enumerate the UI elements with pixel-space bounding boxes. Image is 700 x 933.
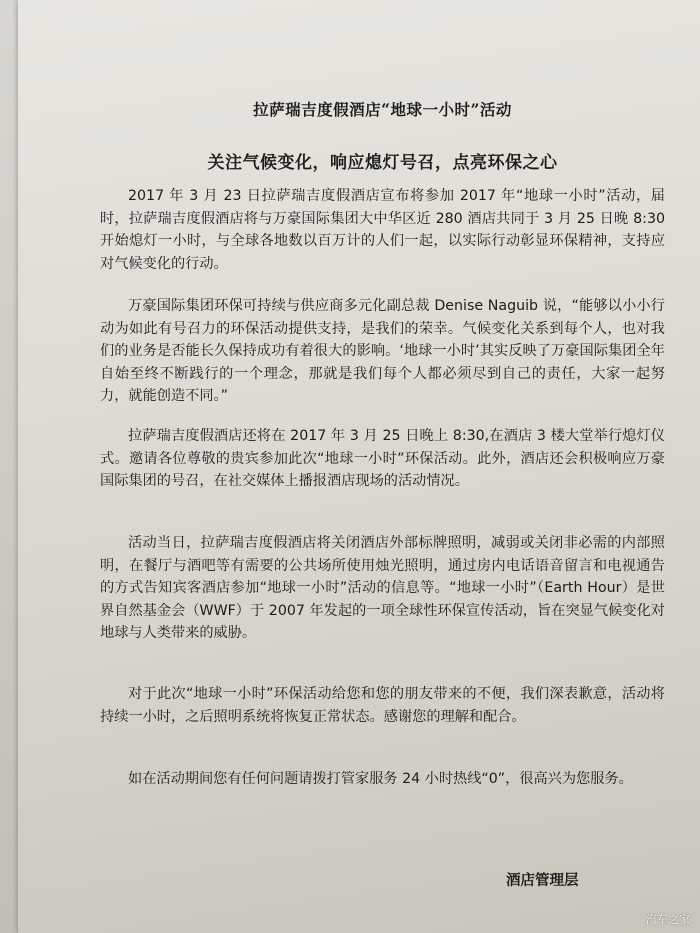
watermark: 汽车之家 bbox=[646, 913, 690, 926]
signature: 酒店管理层 bbox=[506, 872, 579, 889]
paragraph-contact: 如在活动期间您有任何问题请拨打管家服务 24 小时热线“0”，很高兴为您服务。 bbox=[128, 771, 633, 787]
document-title: 拉萨瑞吉度假酒店“地球一小时”活动 bbox=[253, 100, 512, 119]
paragraph-quote: 万豪国际集团环保可持续与供应商多元化副总裁 Denise Naguib 说，“能够以小小行动为如此有号召力的环保活动提供支持，是我们的荣幸。气候变化关系到每个人，也对我们的业务是否能长久保持成功有着很大的影响。‘地球一小时’其实反映了万豪国际集团全年自始至终不断践行的一个理念，那就是我们每个人都必须尽到自己的责任，大家一起努力，就能创造不同。” bbox=[100, 298, 665, 404]
document-body bbox=[100, 0, 665, 933]
paper-sheet bbox=[18, 0, 700, 933]
paragraph-apology: 对于此次“地球一小时”环保活动给您和您的朋友带来的不便，我们深表歉意，活动将持续一小时，之后照明系统将恢复正常状态。感谢您的理解和配合。 bbox=[100, 686, 665, 725]
paragraph-event-day: 活动当日，拉萨瑞吉度假酒店将关闭酒店外部标牌照明，减弱或关闭非必需的内部照明，在餐厅与酒吧等有需要的公共场所使用烛光照明，通过房内电话语音留言和电视通告的方式告知宾客酒店参加“地球一小时”活动的信息等。“地球一小时”（Earth Hour）是世界自然基金会（WWF）于 2007 年发起的一项全球性环保宣传活动，旨在突显气候变化对地球与人类带来的威胁。 bbox=[100, 535, 665, 641]
paragraph-announcement: 2017 年 3 月 23 日拉萨瑞吉度假酒店宣布将参加 2017 年“地球一小时”活动，届时，拉萨瑞吉度假酒店将与万豪国际集团大中华区近 280 酒店共同于 3 月 25 日晚 8:30 开始熄灯一小时，与全球各地数以百万计的人们一起，以实际行动彰显环保精神，支持应对气候变化的行动。 bbox=[100, 188, 665, 272]
paragraph-ceremony: 拉萨瑞吉度假酒店还将在 2017 年 3 月 25 日晚上 8:30,在酒店 3 楼大堂举行熄灯仪式。邀请各位尊敬的贵宾参加此次“地球一小时”环保活动。此外，酒店还会积极响应万豪国际集团的号召，在社交媒体上播报酒店现场的活动情况。 bbox=[100, 428, 665, 489]
document-subtitle: 关注气候变化，响应熄灯号召，点亮环保之心 bbox=[207, 153, 558, 173]
